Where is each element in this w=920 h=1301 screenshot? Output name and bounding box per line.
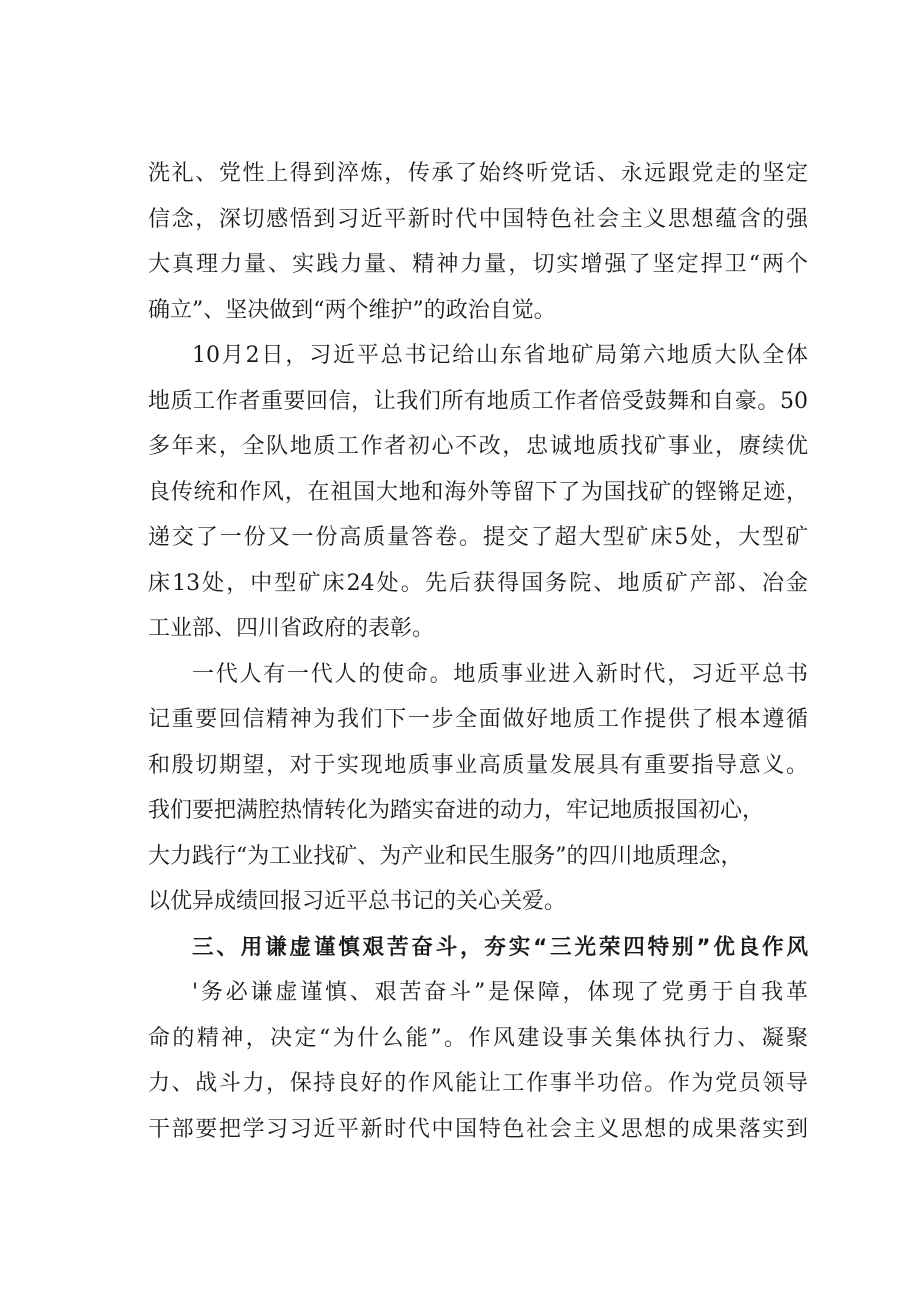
text-line: 力、战斗力，保持良好的作风能让工作事半功倍。作为党员领导	[148, 1071, 808, 1096]
text-line: 洗礼、党性上得到淬炼，传承了始终听党话、永远跟党走的坚定	[148, 161, 808, 186]
text-line: 一代人有一代人的使命。地质事业进入新时代，习近平总书	[192, 661, 808, 687]
text-line: 以优异成绩回报习近平总书记的关心关爱。	[148, 889, 567, 914]
text-line: 递交了一份又一份高质量答卷。提交了超大型矿床5处，大型矿	[148, 525, 808, 550]
text-line: 床13处，中型矿床24处。先后获得国务院、地质矿产部、冶金	[148, 570, 808, 596]
text-line: 地质工作者重要回信，让我们所有地质工作者倍受鼓舞和自豪。50	[148, 388, 808, 414]
section-heading: 三、用谦虚谨慎艰苦奋斗，夯实“三光荣四特别”优良作风	[192, 934, 808, 960]
text-line: '务必谦虚谨慎、艰苦奋斗”是保障，体现了党勇于自我革	[192, 980, 808, 1005]
text-line: 工业部、四川省政府的表彰。	[148, 616, 435, 641]
document-body	[148, 151, 808, 1152]
text-line: 信念，深切感悟到习近平新时代中国特色社会主义思想蕴含的强	[148, 206, 808, 232]
text-line: 记重要回信精神为我们下一步全面做好地质工作提供了根本遵循	[148, 707, 808, 732]
text-line: 确立”、坚决做到“两个维护”的政治自觉。	[148, 297, 556, 323]
text-line: 和殷切期望，对于实现地质事业高质量发展具有重要指导意义。	[148, 752, 808, 778]
text-line: 大真理力量、实践力量、精神力量，切实增强了坚定捍卫“两个	[148, 252, 808, 277]
text-line: 良传统和作风，在祖国大地和海外等留下了为国找矿的铿锵足迹，	[148, 479, 808, 505]
text-line: 10月2日，习近平总书记给山东省地矿局第六地质大队全体	[192, 343, 808, 368]
text-line: 干部要把学习习近平新时代中国特色社会主义思想的成果落实到	[148, 1116, 808, 1142]
text-line: 大力践行“为工业找矿、为产业和民生服务”的四川地质理念，	[148, 843, 743, 869]
text-line: 我们要把满腔热情转化为踏实奋进的动力，牢记地质报国初心，	[148, 798, 765, 823]
text-line: 命的精神，决定“为什么能”。作风建设事关集体执行力、凝聚	[148, 1025, 808, 1051]
text-line: 多年来，全队地质工作者初心不改，忠诚地质找矿事业，赓续优	[148, 434, 808, 459]
